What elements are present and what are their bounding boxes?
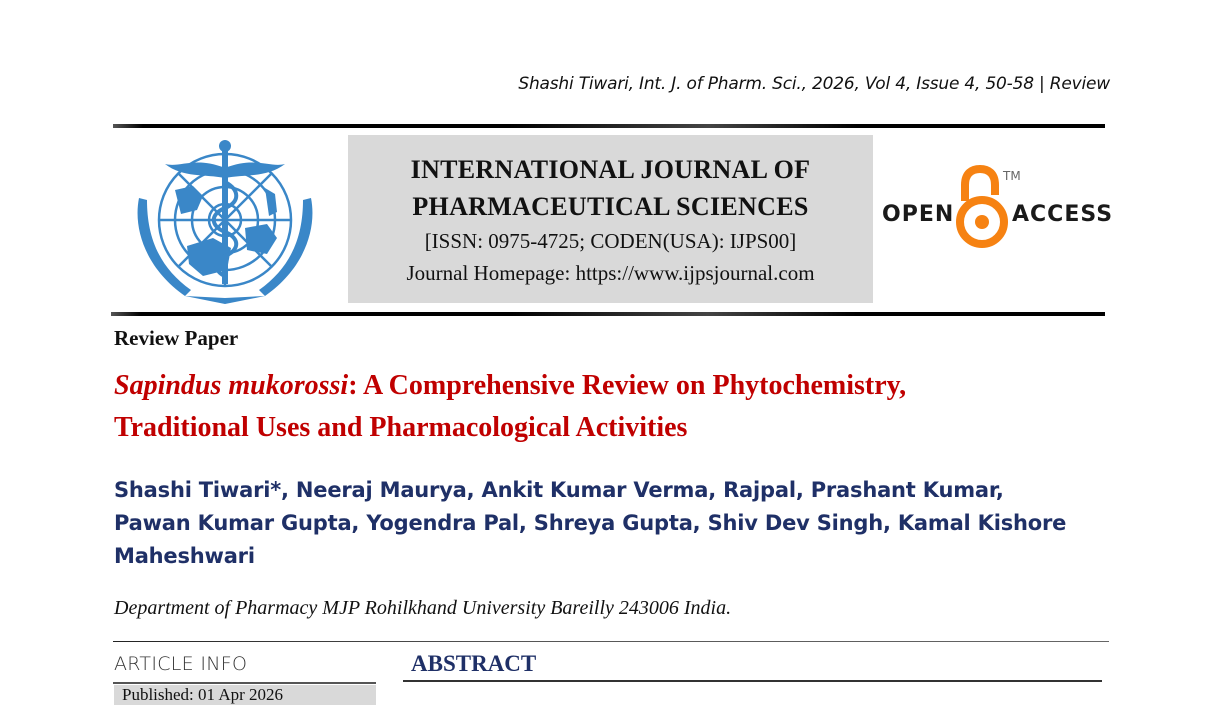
- journal-homepage-link[interactable]: Journal Homepage: https://www.ijpsjournal.com: [406, 261, 815, 285]
- journal-masthead-box: [348, 135, 873, 303]
- journal-name-line1: INTERNATIONAL JOURNAL OF: [410, 155, 811, 184]
- journal-name: [348, 151, 873, 225]
- authors-line3: Maheshwari: [114, 544, 255, 568]
- running-header: Shashi Tiwari, Int. J. of Pharm. Sci., 2026, Vol 4, Issue 4, 50-58 | Review: [518, 74, 1110, 94]
- masthead-bottom-rule: [111, 312, 1105, 316]
- published-date-box: [114, 685, 376, 705]
- article-info-rule: [113, 682, 376, 684]
- paper-type-label: Review Paper: [114, 326, 239, 350]
- open-access-access-text: ACCESS: [1012, 202, 1114, 227]
- article-info-heading: ARTICLE INFO: [114, 653, 248, 675]
- abstract-rule: [403, 680, 1102, 682]
- section-divider: [113, 641, 1109, 642]
- journal-name-line2: PHARMACEUTICAL SCIENCES: [412, 192, 809, 221]
- paper-title-species: Sapindus mukorossi: [114, 370, 349, 401]
- open-access-open-text: OPEN: [882, 202, 955, 227]
- open-lock-icon: [955, 165, 1009, 251]
- abstract-heading: ABSTRACT: [411, 651, 537, 676]
- paper-title: [114, 365, 1114, 449]
- paper-title-line1: : A Comprehensive Review on Phytochemistry,: [348, 370, 907, 401]
- globe-caduceus-laurel-emblem-icon: [125, 138, 325, 308]
- authors-line1: Shashi Tiwari*, Neeraj Maurya, Ankit Kumar Verma, Rajpal, Prashant Kumar,: [114, 478, 1004, 502]
- trademark-mark: TM: [1003, 169, 1021, 183]
- paper-title-line2: Traditional Uses and Pharmacological Activities: [114, 412, 688, 443]
- open-access-logo: [880, 165, 1114, 255]
- masthead-top-rule: [113, 124, 1105, 128]
- author-affiliation: Department of Pharmacy MJP Rohilkhand University Bareilly 243006 India.: [114, 597, 732, 619]
- authors-line2: Pawan Kumar Gupta, Yogendra Pal, Shreya Gupta, Shiv Dev Singh, Kamal Kishore: [114, 511, 1067, 535]
- author-list: [114, 474, 1114, 573]
- journal-issn: [ISSN: 0975-4725; CODEN(USA): IJPS00]: [424, 229, 797, 253]
- published-date: Published: 01 Apr 2026: [122, 685, 284, 704]
